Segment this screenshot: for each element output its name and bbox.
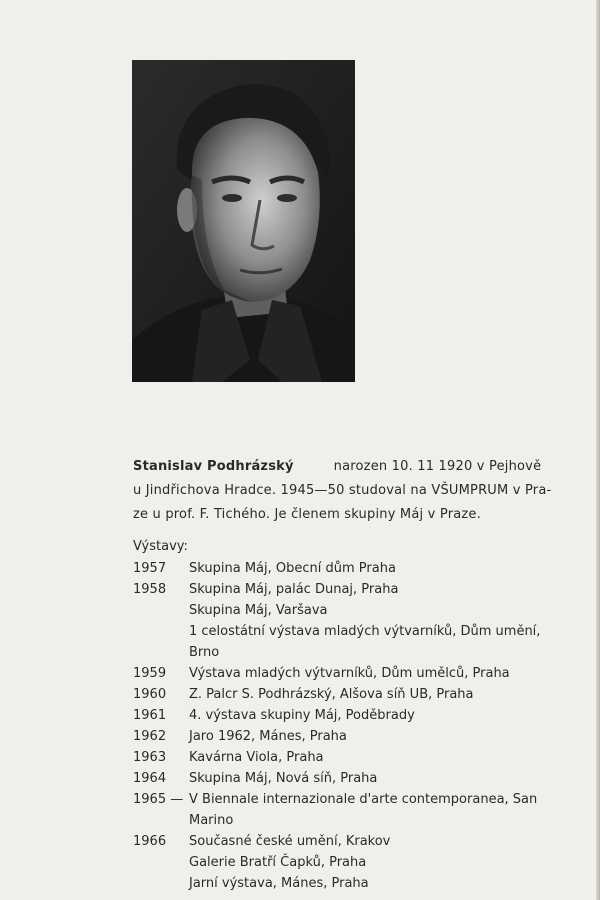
exhibition-text: Z. Palcr S. Podhrázský, Alšova síň UB, Praha (189, 687, 474, 702)
exhibition-text: Kavárna Viola, Praha (189, 750, 324, 765)
exhibition-row (133, 600, 543, 621)
exhibition-text: Jarní výstava, Mánes, Praha (189, 876, 369, 891)
exhibition-text: Současné české umění, Krakov (189, 834, 391, 849)
biography (133, 455, 552, 527)
exhibition-year: 1960 (133, 687, 167, 702)
exhibition-year: 1962 (133, 729, 167, 744)
exhibition-year: 1964 (133, 771, 167, 786)
exhibition-year: 1965 — (133, 792, 184, 807)
exhibition-row (133, 747, 543, 768)
exhibition-text: Galerie Bratří Čapků, Praha (189, 855, 367, 870)
exhibition-row (133, 705, 543, 726)
exhibitions-list (133, 558, 543, 894)
exhibition-row (133, 579, 543, 600)
biography-line: u Jindřichova Hradce. 1945—50 studoval na VŠUMPRUM v Pra- (133, 483, 552, 498)
exhibition-row (133, 621, 543, 663)
exhibition-row (133, 726, 543, 747)
exhibition-text: V Biennale internazionale d'arte contemporanea, San Marino (189, 792, 538, 828)
exhibition-year: 1963 (133, 750, 167, 765)
page-edge (596, 0, 600, 900)
biography-line: narozen 10. 11 1920 v Pejhově (333, 459, 542, 474)
exhibition-year: 1958 (133, 582, 167, 597)
exhibition-year: 1959 (133, 666, 167, 681)
exhibition-text: Jaro 1962, Mánes, Praha (189, 729, 347, 744)
exhibition-year: 1966 (133, 834, 167, 849)
exhibition-row (133, 663, 543, 684)
exhibition-row (133, 852, 543, 873)
exhibition-row (133, 558, 543, 579)
exhibition-row (133, 684, 543, 705)
exhibition-text: 1 celostátní výstava mladých výtvarníků, Dům umění, Brno (189, 624, 541, 660)
exhibition-year: 1961 (133, 708, 167, 723)
exhibition-row (133, 831, 543, 852)
exhibition-year: 1957 (133, 561, 167, 576)
biography-first-line (133, 455, 542, 479)
exhibition-text: Skupina Máj, Varšava (189, 603, 328, 618)
exhibition-row (133, 768, 543, 789)
exhibitions-heading: Výstavy: (133, 539, 188, 554)
exhibition-text: 4. výstava skupiny Máj, Poděbrady (189, 708, 415, 723)
exhibition-text: Skupina Máj, Obecní dům Praha (189, 561, 396, 576)
portrait-photo (132, 60, 355, 382)
exhibition-text: Výstava mladých výtvarníků, Dům umělců, Praha (189, 666, 510, 681)
exhibition-row (133, 789, 543, 831)
exhibition-text: Skupina Máj, palác Dunaj, Praha (189, 582, 399, 597)
biography-line: ze u prof. F. Tichého. Je členem skupiny Máj v Praze. (133, 507, 481, 522)
artist-name: Stanislav Podhrázský (133, 459, 294, 474)
exhibition-row (133, 873, 543, 894)
exhibition-text: Skupina Máj, Nová síň, Praha (189, 771, 378, 786)
